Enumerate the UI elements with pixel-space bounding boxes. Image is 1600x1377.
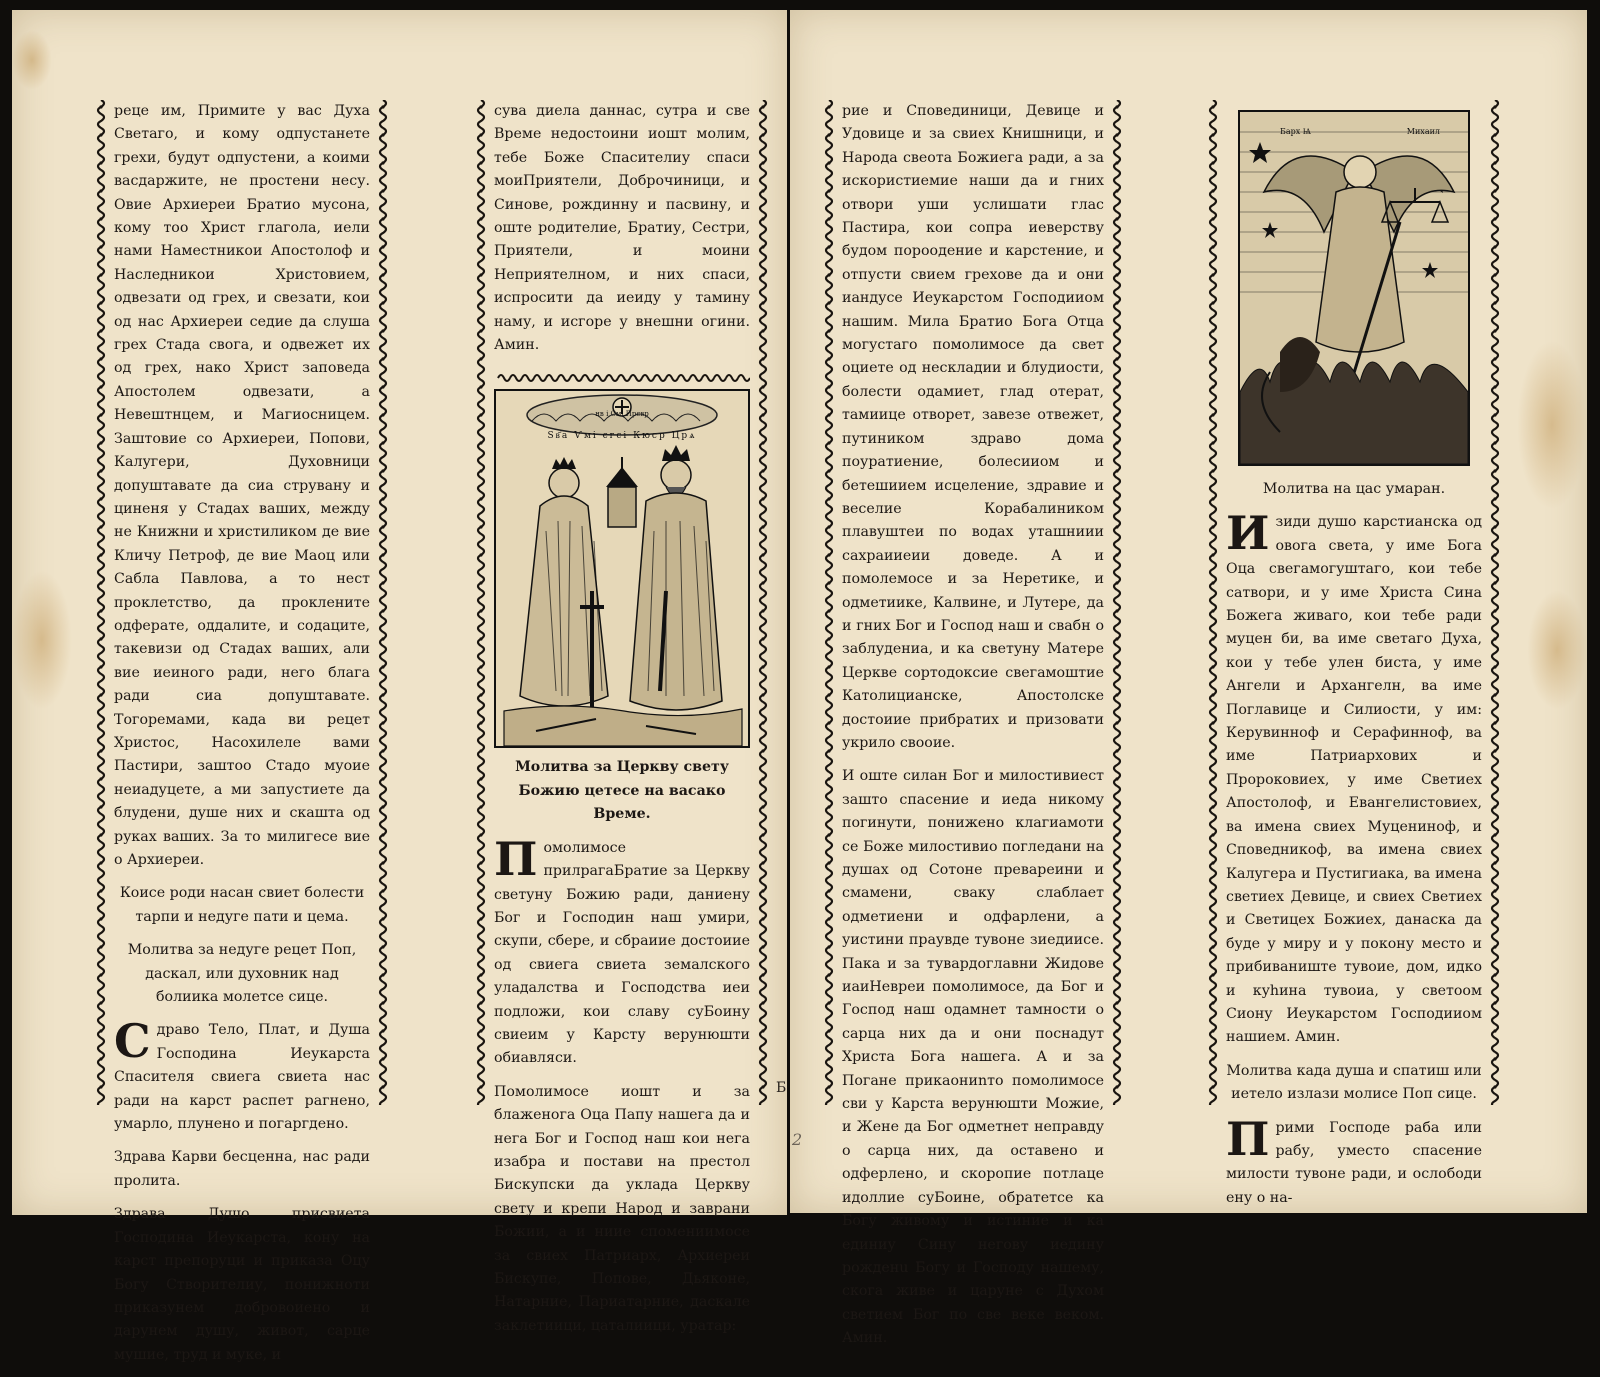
paragraph [1226,1111,1482,1211]
ornament-bar-svg [494,372,750,384]
paragraph: Коисе роди насан свиет болести тарпи и недуге пати и цема. [119,885,365,925]
paragraph: реце им, Примите у вас Духа Светаго, и кому одпустанете грехи, будут одпустени, а коими васдаржите, не простени несу. Овие Архиереи Братио мусона, кому тоо Христ глагола, иели нами Наместникои Апостолоф и Наследникои Христовием, одвезати од грех, и свезати, кои од нас Архиереи седие да слуша грех Стада свога, и одвежет их од грех, нако Христ заповеда Апостолем одвезати, а Невештнцем, и Магиосницем. Заштовие со Архиереи, Попови, Калугери, Духовници допуштавате да сиа струвану и циненя у Стадах ваших, между не Книжни и христиликом де вие Кличу Петроф, де вие Маоц или Сабла Павлова, а то нест проклетство, да проклените одферате, оддалите, и содаците, такевизи од Стадах ваших, али вие иеиного ради, него блага ради сиа допуштавате. Тогоремами, када ви рецет Христос, Насохилеле вами Пастири, заштоо Стадо муоие неиадуцете, а ми запустиете да блудени, душе них и скашта од руках ваших. За то милигесе вие о Архиереи. [114,103,370,868]
drop-cap: П [1226,1111,1270,1166]
printer-signature: Б [776,1080,787,1096]
column-2-text [494,100,750,1348]
paragraph: сува диела даннас, сутра и све Време недостоини иошт молим, тебе Боже Спасителиу спаси моиПриятели, Доброчиници, и Синове, рождинну и пасвину, и оште родителие, Братиу, Сестри, Приятели, и моини Неприятелном, и них спаси, испросити да иеиду у тамину наму, и исгоре у внешни огини. Амин. [494,103,750,354]
scroll-ornament [1206,100,1220,1105]
woodcut-banner-left: Барх Ѩ [1280,127,1312,136]
ornamental-border-right [1110,100,1124,1105]
paragraph [494,831,750,1071]
column-1-text [114,100,370,1377]
text-column-1 [92,100,392,1363]
woodcut-inscription: Sв҃а Ѵмі єгсі Кюср Црѧ [547,431,697,442]
scroll-ornament [1488,100,1502,1105]
scroll-ornament [822,100,836,1105]
paragraph: Помолимосе иошт и за блаженога Оца Папу нашега да и нега Бог и Господ наш кои нега изабра и постави на престол Бискупски да уклада Церкву свету и крепи Народ и заврани Божии, а и ниие спомениимосе за свиех Патриарх, Архиереи Бискупе, Попове, Дьяконе, Натарние, Париатарние, даскале заклетиици, цаталиици, уратар: [494,1083,750,1334]
text-column-2 [472,100,772,1334]
ornamental-border-left [1206,100,1220,1105]
pencil-mark: 2 [792,1130,803,1149]
scroll-ornament [94,100,108,1105]
woodcut-caption: Молитва за Церкву свету Божию цетесе на васако Време. [515,759,729,823]
woodcut-banner-right: Михаил [1406,127,1440,136]
drop-cap: С [114,1014,151,1069]
scroll-ornament [376,100,390,1105]
column-3-text [842,100,1104,1361]
prayer-heading: Молитва за недуге рецет Поп, даскал, или духовник над болиика молетсе сице. [127,942,357,1006]
paragraph: рие и Сповединици, Девице и Удовице и за свиех Книшници, и Народа свеота Божиега ради, а за искористиемие наши да и гних отвори уши услишати глас Пастира, кои сопра иеверству будом пороодение и карстение, и отпусти свием грехове да и они иандусе Иеукарстом Господииом нашим. Мила Братиo Бога Отца могустаго помолимосе да свет оциете од нескладии и блудиости, болести одамиет, глад отерат, тамиице отворет, завезе отвежет, путиником здраво дома поуратиение, болесииом и бетешиием исцеление, здравие и веселие Корабалиником плавуштеи по водах уташниии сахраииеии доведе. А и помолемосе и за Неретике, и одметиике, Калвине, и Лутере, да и гних Бог и Господ наш и свабн о заблудениа, и ка светуну Матере Церкве сортодоксие свегамоштие Католицианске, Апостолске достоиие прибратих и призовати укрило свооие. [842,103,1104,751]
paragraph-body: драво Тело, Плат, и Душа Господина Иеукарста Спасителя свиега свиета нас ради на карст распет рагнено, умарло, плунено и погаргдено. [114,1022,370,1133]
column-4-text [1226,100,1482,1220]
saints-woodcut [494,389,750,748]
left-page [12,10,787,1363]
prayer-heading: Молитва када душа и спатиш или иетело излази молисе Поп сице. [1226,1062,1482,1103]
archangel-woodcut-image [1240,112,1468,464]
text-column-3 [820,100,1126,1347]
water-stain [1517,340,1587,510]
water-stain [12,570,72,710]
ornamental-border-left [94,100,108,1105]
scroll-ornament [474,100,488,1105]
right-page [790,10,1587,1347]
paragraph [114,1014,370,1136]
ornamental-border-right [756,100,770,1105]
woodcut-cloud-text: нв і Смі Прєвр [595,410,649,419]
woodcut-caption: Молитва на цас умаран. [1262,481,1446,497]
paragraph: Здрава Карви бесценна, нас ради пролита. [114,1149,370,1189]
ornamental-border-right [376,100,390,1105]
drop-cap: П [494,831,538,886]
water-stain [12,30,52,90]
paragraph: Здрава Душо присвиета Господина Иеукарста, кону на карст препоруци и приказа Оцу Богу Створителиу, понижноти приказунем добровоиено и дарунем душу, живот, сарце мушие, труд и муке, и [114,1206,370,1363]
ornament-bar [494,367,750,389]
ornamental-border-right [1488,100,1502,1105]
archangel-michael-woodcut [1238,110,1470,466]
paragraph: И оште силан Бог и милостивиест заштo спасение и иеда никому погинути, понижено клагиамоти се Боже милостивио погледани на душах од Сотоне превареини и смамени, свaку слаблает одметиени и одфарлени, а уистини праувде тувоне зиедиисе. Пака и за тувардоглавни Жидове иаиНевреи помолимосе, да Бог и Господ наш одамнет тамности о сарца них да и они поснадут Христа Бога нашега. А и за Погане прикаониnто помолимосе сви у Карста верунюшти Можие, и Жене да Бог одметнет неправду о сарца них, да оставено и одферлено, и скоропие потлаце идоллие суБоине, обратетсе ка Богу живому и истиние и ка единиу Сину негову иедину рожденu Богу и Господу нашему, скога живе и царуне с Духом светием Бог по све веке веком. Амин. [842,768,1104,1347]
drop-cap: И [1226,506,1270,561]
scroll-ornament [1110,100,1124,1105]
paragraph-body: омолимосе прилрагаБратие за Церкву светуну Божию ради, даниену Бог и Господин наш умири, скупи, сбере, и сбраиие достоиие од свиега свиета земалского уладалства и Господства иеи подложи, кои славу суБоину свиеим у Карсту верунюшти обиавляси. [494,839,750,1067]
ornamental-border-left [822,100,836,1105]
text-column-4 [1204,100,1504,1206]
paragraph-body: рими Господе раба или рабу, уместо спасение милости тувоне ради, и ослободи ену о на- [1226,1119,1482,1206]
paragraph-body: зиди душо карстианска од овога света, у име Бога Оца свегамогуштаго, кои тебе сатвори, и у име Христа Сина Божега живаго, кои тебе ради муцен би, ва име светаго Духа, кои у тебе улен биста, у име Ангели и Архангелн, ва име Поглавице и Силиости, у им: Керувинноф и Серафинноф, ва име Патриархових и Пророковиех, у име Светиех Апостолоф, и Евангелистовиех, ва имена свиех Муцениноф, и Споведникоф, ва имена свиех Калугера и Пустигиака, ва имена светиех Девице, и свиех Светиех и Светицех Божиех, данаска да буде у миру и у покону место и прибиваниште тувоие, дом, идко и куhина тувоиа, у светоом Сиону Иеукарстом Господииом нашием. Амин. [1226,514,1482,1046]
ornamental-border-left [474,100,488,1105]
paragraph [1226,506,1482,1049]
scroll-ornament [756,100,770,1105]
water-stain [1527,590,1587,710]
